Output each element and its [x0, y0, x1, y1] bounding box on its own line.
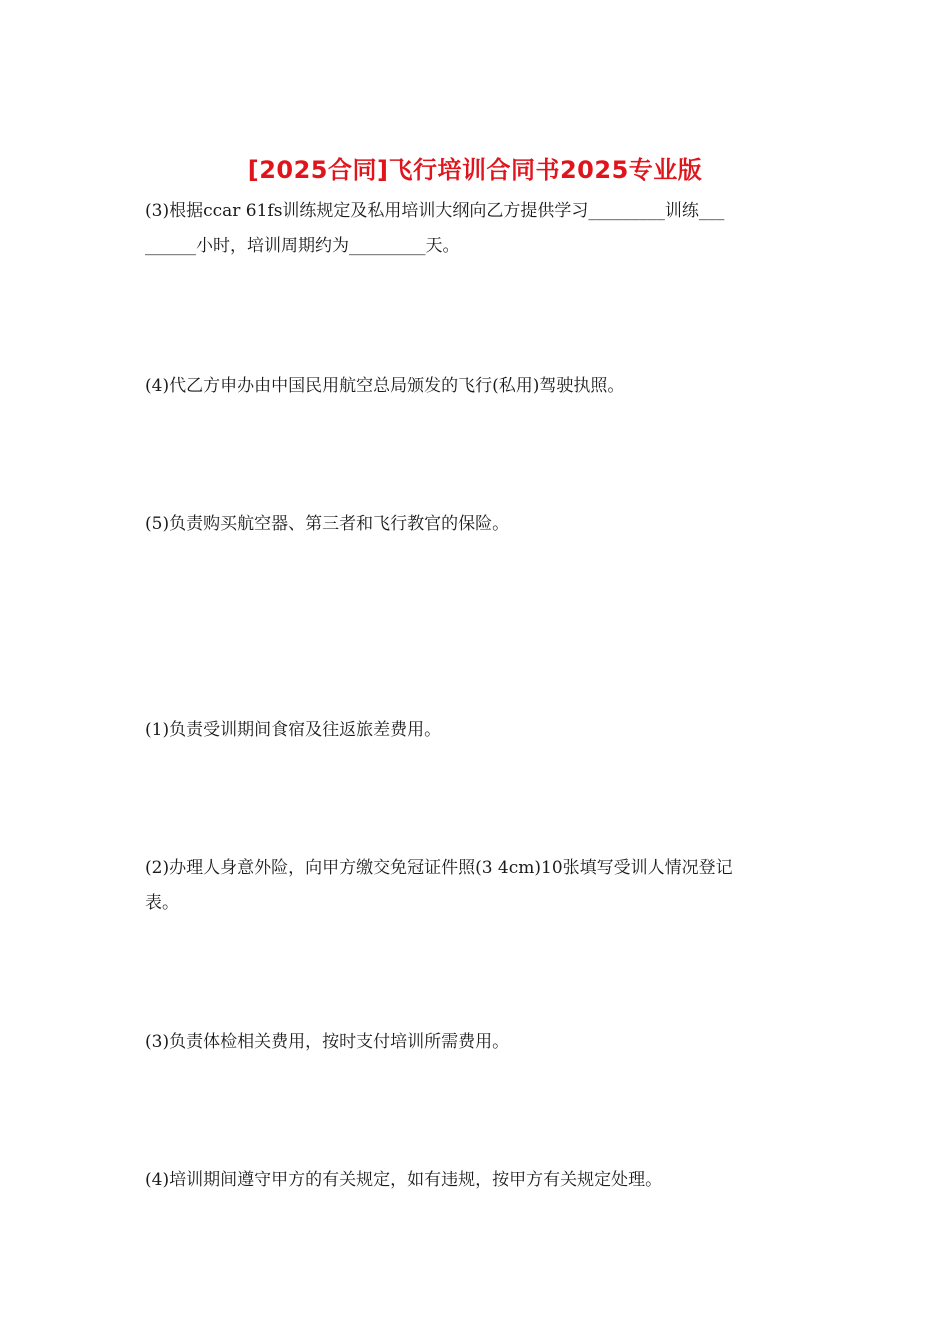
clause-party-b-1: (1)负责受训期间食宿及往返旅差费用。 — [145, 720, 442, 740]
clause-party-a-3 — [145, 194, 810, 264]
clause-line: (3)根据ccar 61fs训练规定及私用培训大纲向乙方提供学习_________训练___ — [145, 201, 725, 221]
document-title: [2025合同]飞行培训合同书2025专业版 — [247, 156, 703, 184]
clause-line: 表。 — [145, 893, 179, 913]
clause-party-b-3: (3)负责体检相关费用，按时支付培训所需费用。 — [145, 1032, 510, 1052]
clause-party-a-4: (4)代乙方申办由中国民用航空总局颁发的飞行(私用)驾驶执照。 — [145, 376, 625, 396]
clause-line: (2)办理人身意外险，向甲方缴交免冠证件照(3 4cm)10张填写受训人情况登记 — [145, 858, 733, 878]
clause-party-b-2 — [145, 851, 810, 921]
clause-party-a-5: (5)负责购买航空器、第三者和飞行教官的保险。 — [145, 514, 510, 534]
clause-line: ______小时，培训周期约为_________天。 — [145, 236, 460, 256]
clause-party-b-4: (4)培训期间遵守甲方的有关规定，如有违规，按甲方有关规定处理。 — [145, 1170, 663, 1190]
